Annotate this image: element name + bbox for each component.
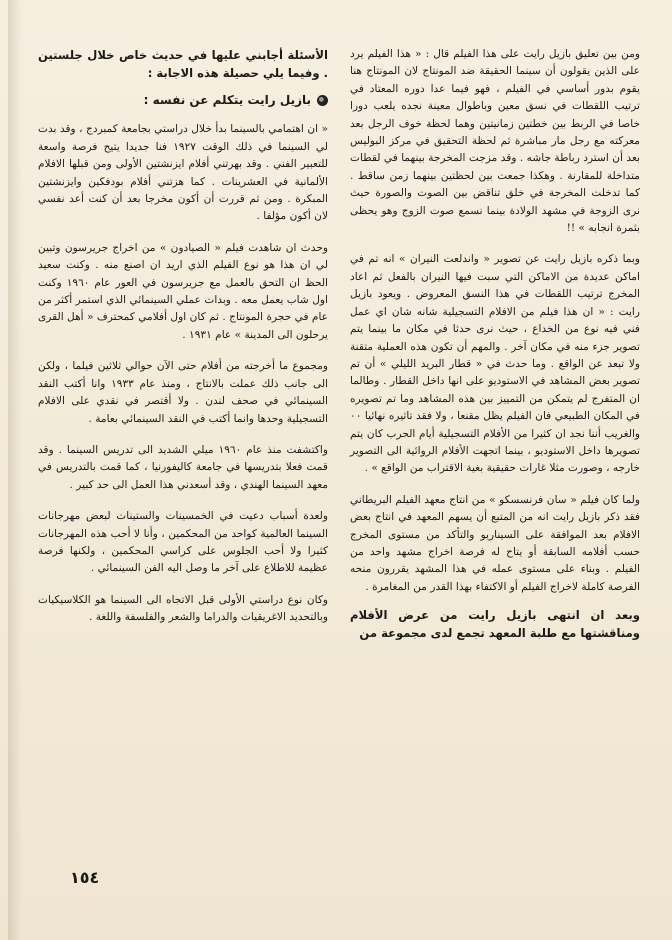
paragraph-festivals: ولعدة أسباب دعيت في الخمسينات والستينات لبعض مهرجانات السينما العالمية كواحد من المحكمين ، وأنا لا أحب هذه المهرجانات كثيرا ولا أحب الجلوس على كراسي المحكمين ، ولكنها فرصة عظيمة للاطلاع على آخر ما وصل اليه الفن السينمائي . [38,510,328,575]
right-text-column [350,46,640,652]
paragraph-filmography: ومجموع ما أخرجته من أفلام حتى الآن حوالي ثلاثين فيلما ، ولكن الى جانب ذلك عملت بالانتاج ، ومنذ عام ١٩٣٣ وانا أكتب النقد السينمائي في صحف لندن . ولا أقتصر في نقدي على الافلام التسجيلية وحدها وانما أكتب في النقد السينمائي بعامة . [38,360,328,425]
paragraph-fire-filming: وبما ذكره بازيل رايت عن تصوير « واندلعت النيران » انه تم في اماكن عديدة من الاماكن التي سبت فيها النيران بالفعل ثم اعاد المخرج ترتيب اللقطات في هذا النسق المعروض . ويعود بازيل رايت : « ان هذا فيلم من الافلام التسجيلية شانه شان اي عمل فني فيه نوع من الخداع ، حيث نرى حدثا في مكان ما بينما يتم تصوير جزء منه في مكان آخر . والمهم أن تكون هذه العملية متقنة ولا تبعد عن الواقع . وما حدث في « قطار البريد الليلي » أن تم تصوير بعض المشاهد في الاستوديو على انها داخل القطار . وطالما ان المتفرج لم يتمكن من التمييز بين هذه المشاهد وما تم تصويره في المكان الطبيعي فان الفيلم يظل مقنعا ، ولا فقد تاثيره نهائيا ٠٠ والغريب أننا نجد ان كثيرا من الأفلام التسجيلية أيام الحرب كان يتم تصويرها داخل الاستوديو ، بينما اتجهت الأفلام الروائية الى التصوير خارجه ، وصورت مثلا غارات حقيقية بغية الاقتراب من الواقع » . [350,253,640,475]
paragraph-film-institute: ولما كان فيلم « سان فرنسسكو » من انتاج معهد الفيلم البريطاني فقد ذكر بازيل رايت انه من المتبع أن يسهم المعهد في انتاج بعض الافلام بعد الموافقة على السيناريو والتأكد من مستوى المخرج حسب أفلامه السابقة أو يتاح له فرصة اخراج مشهد واحد من الفيلم . وبناء على مستوى عمله في هذا المشهد يقررون منحه الفرصة كاملة لاخراج الفيلم أو الاكتفاء بهذا القدر من المغامرة . [350,493,640,593]
paragraph-studies: وكان نوع دراستي الأولى قبل الاتجاه الى السينما هو الكلاسيكيات وبالتحديد الاغريقيات والدراما والشعر والفلسفة واللغة . [38,593,328,624]
column-gutter [338,60,339,840]
bullet-dot-icon [317,95,328,106]
section-heading-text: بازيل رايت يتكلم عن نفسه : [143,93,311,107]
paragraph-film-commentary: ومن بين تعليق بازيل رايت على هذا الفيلم قال : « هذا الفيلم يرد على الذين يقولون أن سينما الحقيقة ضد المونتاج لان المونتاج هنا يقوم بدور أساسي في الفيلم ، فهو فيما عدا دوره المعتاد في ترتيب اللقطات في نسق معين وباطوال معينة نجده يلعب دورا خاصا في الربط بين خطتين زمانيتين وهما لحظة خوف الرجل بعد معركته مع رجل مار مباشرة ثم لحظة التحقيق في مركز البوليس بعد أن استرد رباطة جاشه . وقد مزجت المخرجة بينهما في لقطات متداخلة للمقارنة . وهكذا جمعت بين لحظتين بينهما زمن ساقط . كما تدخلت المخرجة في خلق تناقض بين الصوت والصورة حيث نرى الزوجة في مشهد الولادة بينما نسمع صوت الزوج وهو يحظى بثمرة انجابه » !! [350,48,640,235]
paragraph-early-interest: « ان اهتمامي بالسينما بدأ خلال دراستي بجامعة كمبردج ، وقد بدت لي السينما في ذلك الوقت ١٩٢٧ فنا جديدا يتيح فرصة واسعة للتعبير الفني . وقد بهرتني أفلام ايزنشتين الأولى ومن قبلها الافلام الألمانية في العشرينات . كما هزتني أفلام بودفكين وايزنشتين المبكرة . ومن ثم قررت أن أكون مخرجا بعد أن كنت أعد نفسي لان أكون مؤلفا . [38,123,328,223]
section-heading [38,92,328,109]
closing-lead-text: وبعد ان انتهى بازيل رايت من عرض الأفلام ومناقشتها مع طلبة المعهد تجمع لدى مجموعة من [350,608,640,641]
page-number: ١٥٤ [70,868,100,887]
left-text-column [38,46,328,637]
intro-lead-text: الأسئلة أجابني عليها في حديث خاص خلال جلستين . وفيما يلي حصيلة هذه الاجابة : [38,48,328,80]
paragraph-teaching: واكتشفت منذ عام ١٩٦٠ ميلي الشديد الى تدريس السينما . وقد قمت فعلا بتدريسها في جامعة كاليفورنيا ، كما قمت بالتدريس في معهد السينما الهندي ، وقد أسعدني هذا العمل الى حد كبير . [38,443,328,491]
paragraph-fishermen-film: وحدث ان شاهدت فيلم « الصيادون » من اخراج جريرسون وتبين لي ان هذا هو نوع الفيلم الذي اريد ان اصنع منه . وكنت سعيد الحظ ان التحق بالعمل مع جريرسون في العور عام ١٩٦٠ وكنت اول شاب يعمل معه . وبدات عملي السينمائي الذي استمر أكثر من عام في حجرة المونتاج . ثم كان اول أفلامي كمحترف « أهل القرى يرحلون الى المدينة » عام ١٩٣١ . [38,241,328,341]
